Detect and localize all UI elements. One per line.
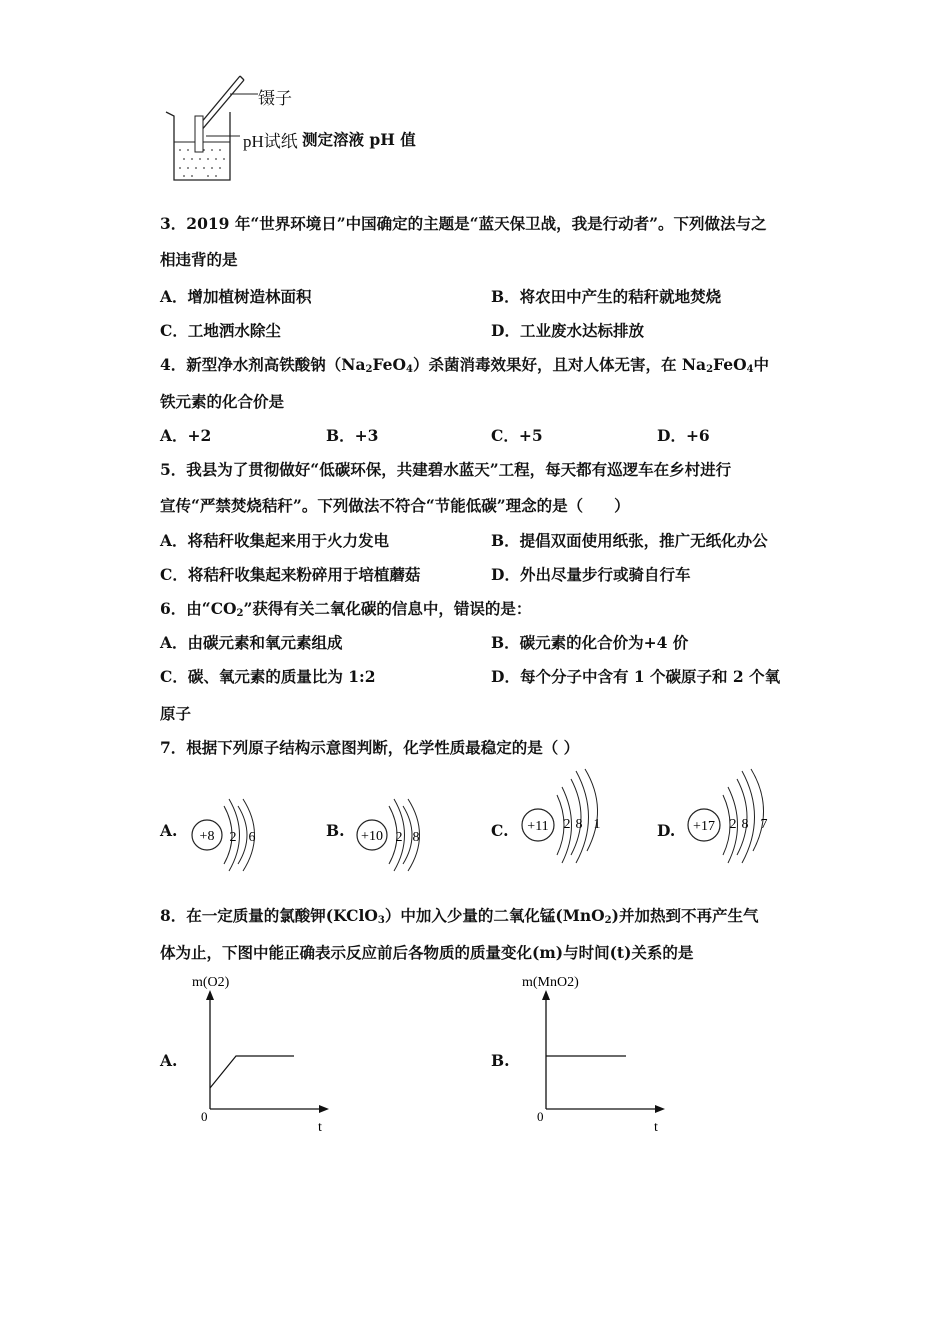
nucleus-charge: +17 (693, 819, 715, 834)
q7-option-b-letter[interactable]: B. (326, 821, 345, 840)
q7-atom-b-diagram[interactable] (350, 788, 440, 878)
q6-option-a[interactable]: A．由碳元素和氧元素组成 (160, 633, 343, 652)
q7-option-c-letter[interactable]: C. (491, 821, 509, 840)
q5-option-a[interactable]: A．将秸秆收集起来用于火力发电 (160, 531, 390, 550)
ph-paper-label: pH试纸 (243, 132, 298, 151)
shell-count-1: 2 (395, 830, 403, 845)
shell-count-2: 8 (575, 817, 583, 832)
q3-option-b[interactable]: B．将农田中产生的秸秆就地焚烧 (491, 287, 722, 306)
q4-option-c[interactable]: C．+5 (491, 426, 543, 445)
shell-count-1: 2 (563, 817, 571, 832)
q6-option-d[interactable]: D．每个分子中含有 1 个碳原子和 2 个氧 (491, 667, 781, 686)
origin-label: 0 (201, 1109, 208, 1124)
q7-atom-a-diagram[interactable] (186, 788, 276, 878)
shell-count-3: 1 (593, 817, 601, 832)
q4-option-d[interactable]: D．+6 (657, 426, 710, 445)
q4-stem-line2: 铁元素的化合价是 (160, 392, 285, 411)
q5-option-c[interactable]: C．将秸秆收集起来粉碎用于培植蘑菇 (160, 565, 421, 584)
shell-count-2: 8 (412, 830, 420, 845)
electron-shell-3 (585, 769, 598, 851)
q7-option-d-letter[interactable]: D. (657, 821, 676, 840)
q3-option-c[interactable]: C．工地洒水除尘 (160, 321, 281, 340)
x-axis-arrow (319, 1105, 329, 1113)
origin-label: 0 (537, 1109, 544, 1124)
q7-stem: 7．根据下列原子结构示意图判断，化学性质最稳定的是（ ） (160, 738, 580, 757)
x-axis-label: t (654, 1120, 658, 1135)
mass-curve (210, 1056, 294, 1088)
q3-stem-line2: 相违背的是 (160, 250, 238, 269)
q8-graph-b[interactable] (522, 968, 682, 1138)
x-axis-label: t (318, 1120, 322, 1135)
figure-caption: 测定溶液 pH 值 (302, 130, 416, 149)
y-axis-arrow (206, 990, 214, 1000)
q5-stem-line1: 5．我县为了贯彻做好“低碳环保，共建碧水蓝天”工程，每天都有巡逻车在乡村进行 (160, 460, 732, 479)
q8-stem-line1: 8．在一定质量的氯酸钾(KClO$_3$）中加入少量的二氧化锰(MnO$_2$)并加热到不再产生气 (160, 906, 759, 926)
shell-count-1: 2 (729, 817, 737, 832)
q8-graph-a[interactable] (186, 968, 346, 1138)
q8-option-b-letter[interactable]: B. (491, 1051, 510, 1070)
nucleus-charge: +11 (527, 819, 549, 834)
q4-stem-line1: 4．新型净水剂高铁酸钠$(Na_2FeO_4)$杀菌消毒效果好，且对人体无害，在 $Na_2FeO_4$中 (160, 355, 770, 375)
q7-option-a-letter[interactable]: A. (160, 821, 178, 840)
q8-stem-line2: 体为止，下图中能正确表示反应前后各物质的质量变化(m)与时间(t)关系的是 (160, 943, 694, 962)
shell-count-1: 2 (229, 830, 237, 845)
q6-option-b[interactable]: B．碳元素的化合价为+4 价 (491, 633, 689, 652)
q5-option-d[interactable]: D．外出尽量步行或骑自行车 (491, 565, 691, 584)
q4-option-b[interactable]: B．+3 (326, 426, 379, 445)
nucleus-charge: +8 (199, 829, 215, 844)
q6-option-c[interactable]: C．碳、氧元素的质量比为 1:2 (160, 667, 376, 686)
electron-shell-3 (751, 769, 764, 851)
q3-stem-line1: 3．2019 年“世界环境日”中国确定的主题是“蓝天保卫战，我是行动者”。下列做法与之 (160, 214, 767, 233)
q7-atom-c-diagram[interactable] (515, 765, 615, 865)
tweezers-label: 镊子 (258, 89, 292, 108)
y-axis-arrow (542, 990, 550, 1000)
shell-count-2: 8 (741, 817, 749, 832)
shell-count-2: 6 (248, 830, 256, 845)
q3-option-a[interactable]: A．增加植树造林面积 (160, 287, 312, 306)
q7-atom-d-diagram[interactable] (681, 765, 781, 865)
q5-option-b[interactable]: B．提倡双面使用纸张，推广无纸化办公 (491, 531, 768, 550)
q6-option-d-continuation: 原子 (160, 704, 192, 723)
nucleus-charge: +10 (361, 829, 383, 844)
y-axis-label: m(O2) (192, 975, 230, 990)
q8-option-a-letter[interactable]: A. (160, 1051, 178, 1070)
x-axis-arrow (655, 1105, 665, 1113)
q4-option-a[interactable]: A．+2 (160, 426, 212, 445)
q3-option-d[interactable]: D．工业废水达标排放 (491, 321, 644, 340)
q6-stem: 6．由“$CO_2$”获得有关二氧化碳的信息中，错误的是： (160, 599, 532, 619)
y-axis-label: m(MnO2) (522, 975, 579, 990)
q5-stem-line2: 宣传“严禁焚烧秸秆”。下列做法不符合“节能低碳”理念的是（ ） (160, 496, 630, 515)
shell-count-3: 7 (760, 817, 768, 832)
